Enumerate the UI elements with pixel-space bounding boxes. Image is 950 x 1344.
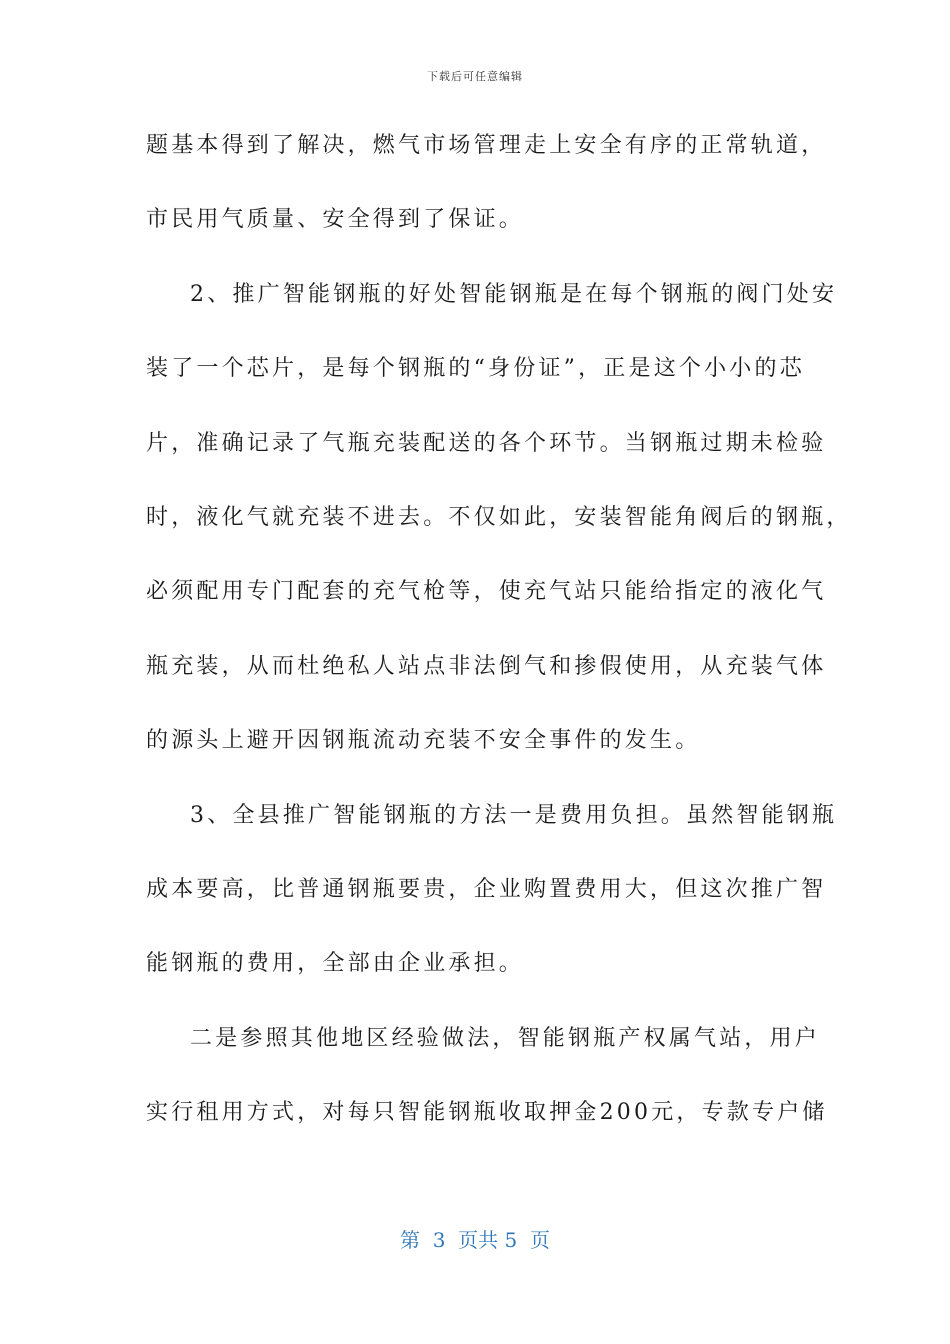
page-number: 第 3 页共 5 页 [400,1228,550,1252]
text-line: 二是参照其他地区经验做法，智能钢瓶产权属气站，用户 [190,1025,821,1051]
text-line: 题基本得到了解决，燃气市场管理走上安全有序的正常轨道， [146,133,827,158]
header-note: 下载后可任意编辑 [427,70,523,83]
text-line: 片，准确记录了气瓶充装配送的各个环节。当钢瓶过期未检验 [146,430,827,456]
text-line: 市民用气质量、安全得到了保证。 [146,207,525,233]
text-line: 装了一个芯片，是每个钢瓶的“身份证”，正是这个小小的芯 [146,356,805,382]
text-line: 3、全县推广智能钢瓶的方法一是费用负担。虽然智能钢瓶 [190,802,838,828]
text-line: 的源头上避开因钢瓶流动充装不安全事件的发生。 [146,728,701,754]
text-line: 时，液化气就充装不进去。不仅如此，安装智能角阀后的钢瓶， [146,504,852,530]
text-line: 2、推广智能钢瓶的好处智能钢瓶是在每个钢瓶的阀门处安 [190,281,838,307]
text-line: 成本要高，比普通钢瓶要贵，企业购置费用大，但这次推广智 [146,876,827,902]
text-line: 实行租用方式，对每只智能钢瓶收取押金200元，专款专户储 [146,1100,828,1126]
text-line: 瓶充装，从而杜绝私人站点非法倒气和掺假使用，从充装气体 [146,653,827,679]
text-line: 能钢瓶的费用，全部由企业承担。 [146,951,525,977]
text-line: 必须配用专门配套的充气枪等，使充气站只能给指定的液化气 [146,579,827,605]
body-text [146,126,852,1167]
